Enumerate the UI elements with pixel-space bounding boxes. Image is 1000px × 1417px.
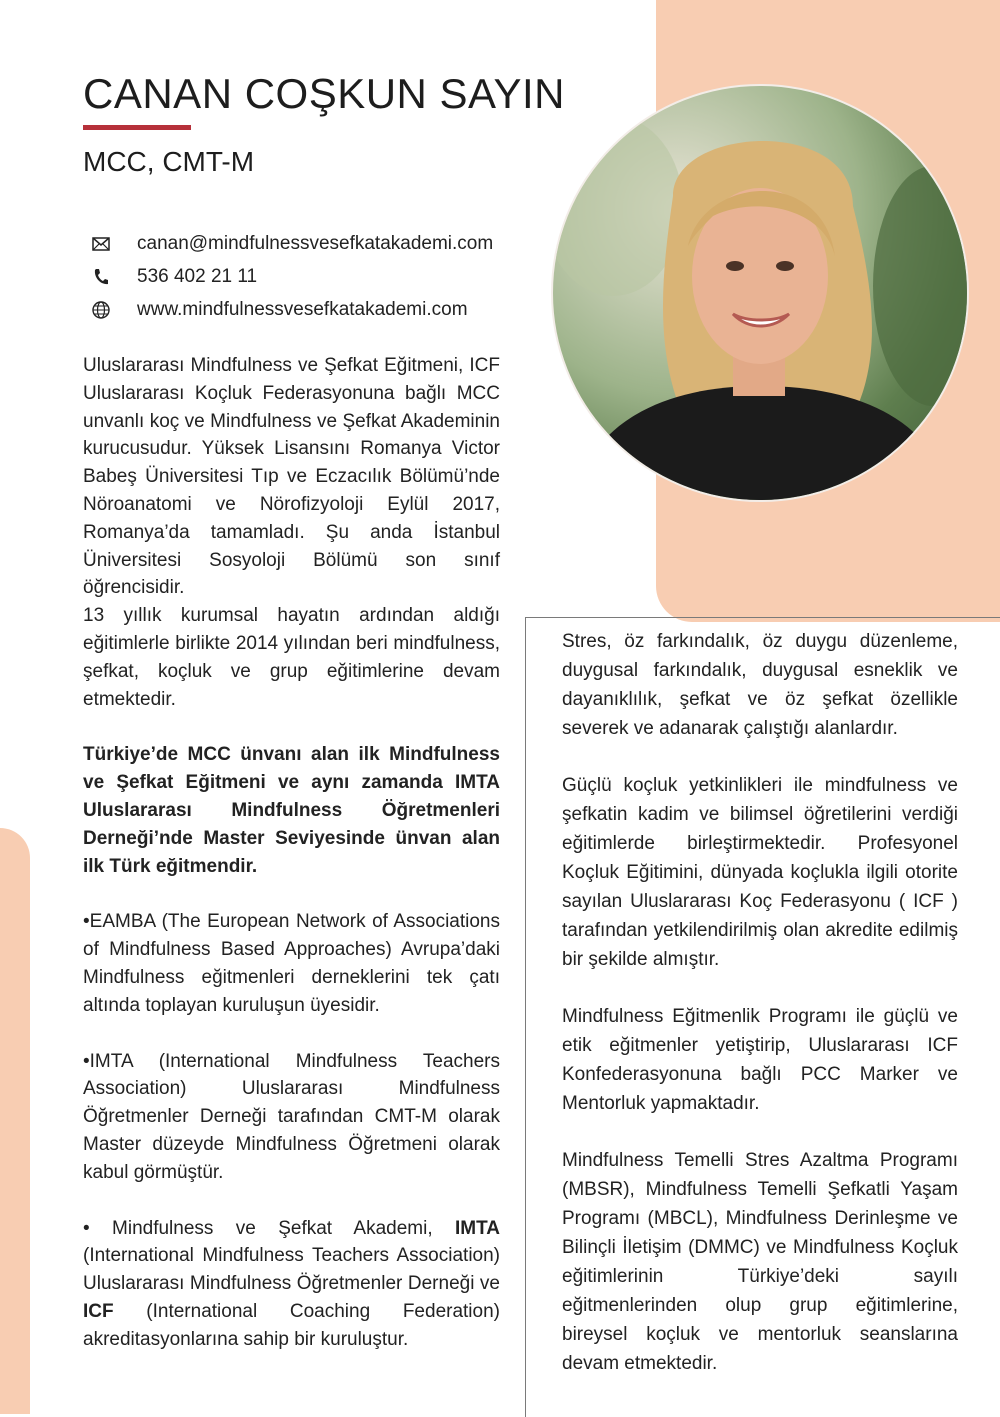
imta-item: •IMTA (International Mindfulness Teachers Association) Uluslararası Mindfulness Öğretmenler Derneği tarafından CMT-M olarak Master düzeyde Mindfulness Öğretmeni olarak kabul görmüştür.: [83, 1050, 500, 1183]
academy-text-2: (International Mindfulness Teachers Association) Uluslararası Mindfulness Öğretmenler Derneği ve: [83, 1245, 500, 1295]
eamba-item: •EAMBA (The European Network of Associations of Mindfulness Based Approaches) Avrupa’daki Mindfulness eğitmenleri derneklerini tek çatı altında toplayan kuruluşun üyesidir.: [83, 911, 500, 1016]
peach-side-accent: [0, 828, 30, 1414]
globe-icon: [90, 299, 112, 321]
corporate-paragraph: 13 yıllık kurumsal hayatın ardından aldığı eğitimlerle birlikte 2014 yılından beri mindfulness, şefkat, koçluk ve grup eğitimlerine devam etmektedir.: [83, 605, 500, 710]
portrait-illustration: [553, 86, 967, 500]
academy-imta-bold: IMTA: [454, 1217, 500, 1239]
focus-paragraph: Stres, öz farkındalık, öz duygu düzenleme, duygusal farkındalık, duygusal esneklik ve dayanıklılık, şefkat ve öz şefkat özellikle severek ve adanarak çalıştığı alanlardır.: [562, 631, 958, 739]
profile-photo: [551, 84, 969, 502]
academy-icf-bold: ICF: [83, 1300, 114, 1322]
phone-icon: [90, 266, 112, 288]
person-name: CANAN COŞKUN SAYIN: [83, 70, 565, 117]
bio-paragraph: Uluslararası Mindfulness ve Şefkat Eğitmeni, ICF Uluslararası Koçluk Federasyonuna bağlı MCC unvanlı koç ve Mindfulness ve Şefkat Akademinin kurucusudur. Yüksek Lisansını Romanya Victor Babeş Üniversitesi Tıp ve Eczacılık Bölümü’nde Nöroanatomi ve Nörofizyoloji Eylül 2017, Romanya’da tamamladı. Şu anda İstanbul Üniversitesi Sosyoloji Bölümü son sınıf öğrencisidir.: [83, 355, 500, 599]
academy-text-3: (International Coaching Federation) akreditasyonlarına sahip bir kuruluştur.: [83, 1300, 500, 1350]
contact-phone-row[interactable]: [90, 263, 258, 291]
academy-item: [83, 1215, 500, 1354]
contact-email-row[interactable]: [90, 230, 494, 258]
credentials: MCC, CMT-M: [83, 146, 255, 177]
academy-text-1: • Mindfulness ve Şefkat Akademi,: [83, 1217, 455, 1239]
program-paragraph: Mindfulness Eğitmenlik Programı ile güçlü ve etik eğitmenler yetiştirip, Uluslararası ICF Konfederasyonuna bağlı PCC Marker ve Mentorluk yapmaktadır.: [562, 1006, 958, 1114]
name-underline: [83, 125, 191, 130]
contact-website-row[interactable]: [90, 296, 468, 324]
website-link[interactable]: www.mindfulnessvesefkatakademi.com: [137, 299, 468, 320]
right-column: [562, 627, 958, 1378]
left-column: [83, 352, 500, 1354]
envelope-icon: [90, 233, 112, 255]
email-link[interactable]: canan@mindfulnessvesefkatakademi.com: [137, 233, 494, 254]
highlight-paragraph: Türkiye’de MCC ünvanı alan ilk Mindfulness ve Şefkat Eğitmeni ve aynı zamanda IMTA Uluslararası Mindfulness Öğretmenleri Derneği’nde Master Seviyesinde ünvan alan ilk Türk eğitmendir.: [83, 744, 500, 877]
coaching-paragraph: Güçlü koçluk yetkinlikleri ile mindfulness ve şefkatin kadim ve bilimsel öğretilerini verdiği eğitimlerde birleştirmektedir. Profesyonel Koçluk Eğitimini, dünyada koçlukla ilgili otorite sayılan Uluslararası Koç Federasyonu ( ICF ) tarafından yetkilendirilmiş olan akredite edilmiş bir şekilde almıştır.: [562, 775, 958, 970]
trainings-paragraph: Mindfulness Temelli Stres Azaltma Programı (MBSR), Mindfulness Temelli Şefkatli Yaşam Programı (MBCL), Mindfulness Derinleşme ve Bilinçli İletişim (DMMC) ve Mindfulness Koçluk eğitimlerinin Türkiye’deki sayılı eğitmenlerinden olup grup eğitimlerine, bireysel koçluk ve mentorluk seanslarına devam etmektedir.: [562, 1150, 958, 1374]
phone-number[interactable]: 536 402 21 11: [137, 266, 258, 287]
